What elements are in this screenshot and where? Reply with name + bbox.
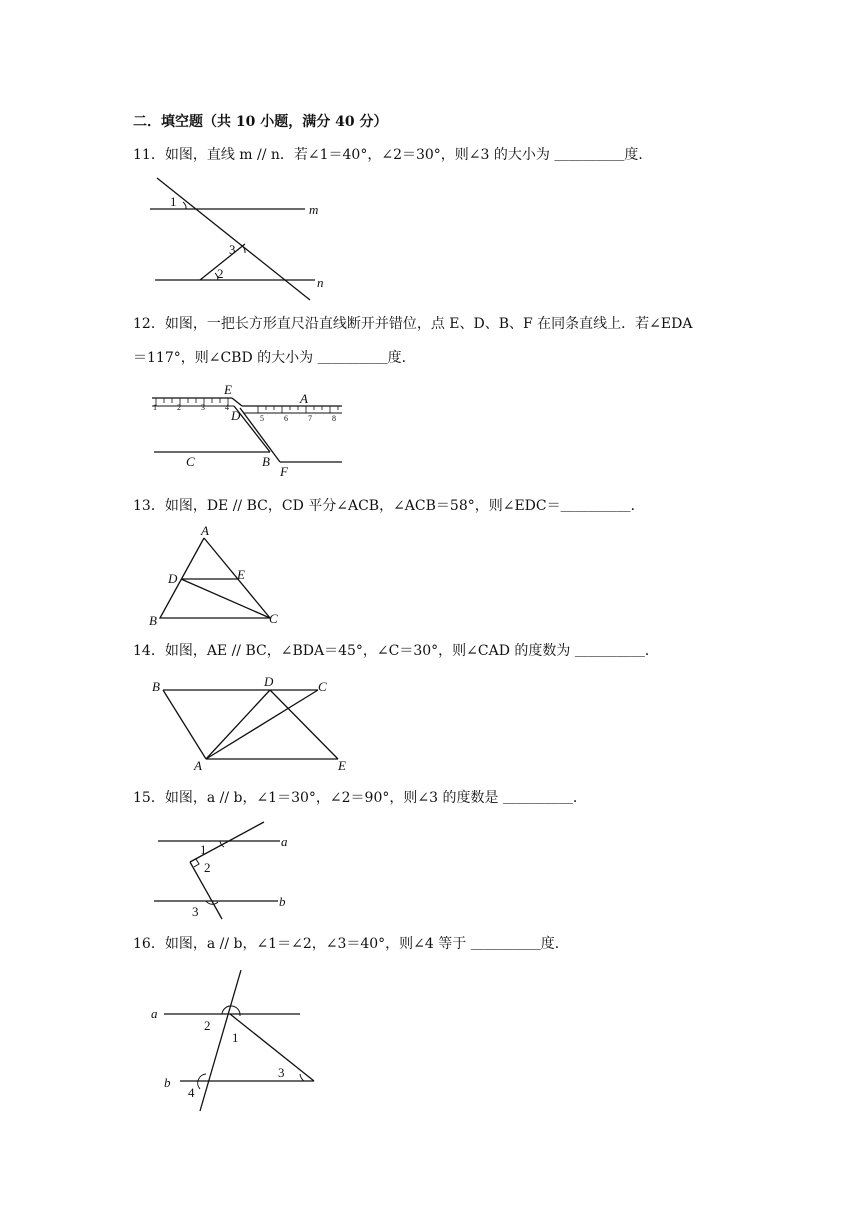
fig11-label-1: 1 (170, 194, 177, 209)
problem-12-text-line1: 12．如图，一把长方形直尺沿直线断开并错位，点 E、D、B、F 在同条直线上．若∠EDA (133, 316, 693, 332)
problem-12-figure (150, 382, 350, 482)
fig12-label-C: C (186, 454, 195, 469)
fig15-label-3: 3 (192, 904, 199, 919)
fig12-label-E: E (224, 382, 232, 397)
fig12-tick-3: 3 (201, 403, 205, 412)
problem-16-figure (148, 966, 328, 1116)
problem-14-figure (148, 676, 358, 776)
fig13-label-A: A (201, 523, 209, 538)
fig15-label-a: a (281, 834, 288, 849)
fig12-tick-6: 6 (284, 414, 288, 423)
fig13-label-C: C (269, 611, 278, 626)
problem-11-text: 11．如图，直线 m // n．若∠1＝40°，∠2＝30°，则∠3 的大小为 ＿＿＿＿＿度． (133, 147, 653, 163)
problem-15-figure (150, 816, 300, 922)
problem-15-text: 15．如图，a // b，∠1＝30°，∠2＝90°，则∠3 的度数是 ＿＿＿＿＿． (133, 790, 587, 806)
fig16-label-1: 1 (232, 1030, 239, 1045)
fig12-tick-2: 2 (177, 403, 181, 412)
fig12-label-F: F (280, 464, 288, 479)
fig16-label-3: 3 (278, 1065, 285, 1080)
fig13-label-E: E (237, 567, 245, 582)
problem-13-figure (148, 523, 288, 628)
fig14-label-D: D (264, 674, 274, 689)
fig15-label-2: 2 (204, 860, 211, 875)
problem-16-text: 16．如图，a // b，∠1＝∠2，∠3＝40°，则∠4 等于 ＿＿＿＿＿度． (133, 936, 569, 952)
fig16-label-4: 4 (188, 1085, 195, 1100)
problem-12-text-line2: ＝117°，则∠CBD 的大小为 ＿＿＿＿＿度． (133, 350, 416, 366)
fig14-label-A: A (194, 758, 202, 773)
fig12-label-D: D (231, 408, 241, 423)
section-title: 二．填空题（共 10 小题，满分 40 分） (133, 114, 388, 130)
fig12-tick-8: 8 (332, 414, 336, 423)
fig14-label-C: C (318, 679, 327, 694)
fig16-label-a: a (151, 1006, 158, 1021)
fig13-label-D: D (168, 571, 178, 586)
fig11-label-m: m (309, 202, 319, 217)
fig15-label-b: b (279, 894, 286, 909)
fig11-label-3: 3 (229, 242, 236, 257)
fig14-label-E: E (338, 758, 346, 773)
fig12-label-A: A (300, 391, 308, 406)
fig12-tick-1: 1 (153, 403, 157, 412)
fig15-label-1: 1 (200, 842, 207, 857)
fig11-label-n: n (317, 275, 324, 290)
fig16-label-b: b (164, 1075, 171, 1090)
fig12-label-B: B (262, 454, 270, 469)
fig14-label-B: B (152, 679, 160, 694)
fig11-label-2: 2 (217, 266, 224, 281)
problem-14-text: 14．如图，AE // BC，∠BDA＝45°，∠C＝30°，则∠CAD 的度数为 ＿＿＿＿＿． (133, 643, 659, 659)
fig12-tick-4: 4 (225, 403, 229, 412)
fig16-label-2: 2 (204, 1018, 211, 1033)
fig12-tick-7: 7 (308, 414, 312, 423)
fig12-tick-5: 5 (260, 414, 264, 423)
fig13-label-B: B (149, 613, 157, 628)
problem-11-figure (145, 172, 345, 302)
problem-13-text: 13．如图，DE // BC，CD 平分∠ACB，∠ACB＝58°，则∠EDC＝＿＿＿＿＿． (133, 498, 645, 514)
